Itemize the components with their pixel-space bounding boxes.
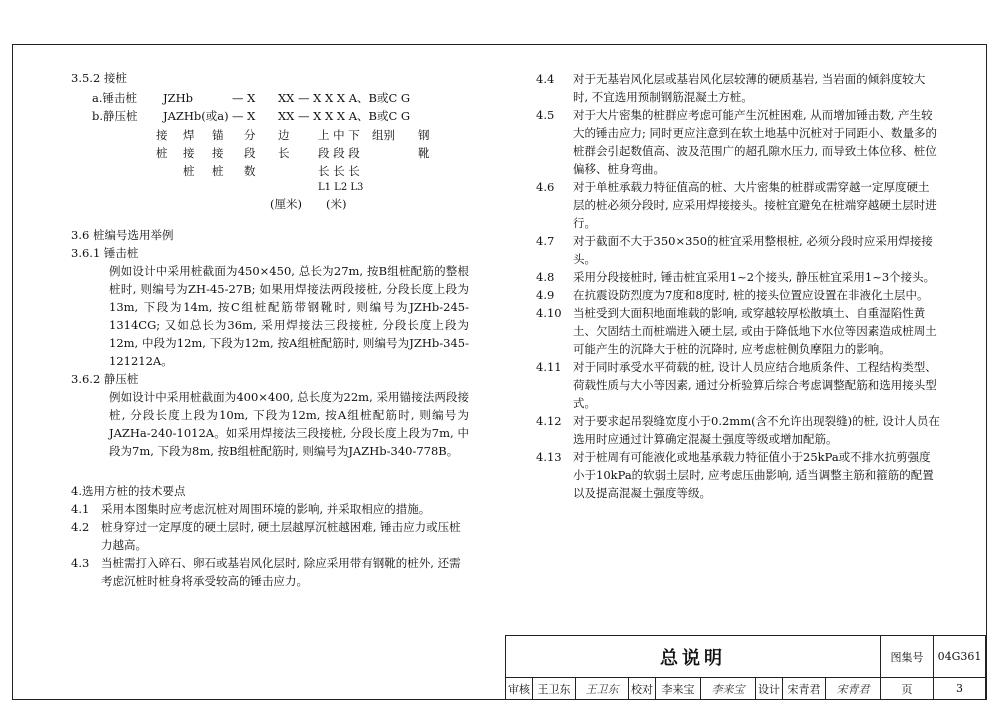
- item-number: 4.6: [536, 180, 555, 194]
- item-number: 4.1: [71, 502, 90, 516]
- section-3-6-2-text: 例如设计中采用桩截面为400×400, 总长度为22m, 采用锚接法两段接桩, 分段长度上段为10m, 下段为12m, 按A组桩配筋时, 则编号为JAZHa-240-1012A。如采用焊接法三段接桩, 分段长度上段为7m, 中段为7m, 下段为8m, 按B组桩配筋时, 则编号为JAZHb-340-778B。: [109, 390, 469, 458]
- atlas-label: 图集号: [881, 636, 934, 678]
- legend-1-4: 边: [278, 128, 290, 142]
- list-item: [71, 518, 469, 554]
- section-3-5-2-title: 3.5.2 接桩: [71, 71, 127, 85]
- drawing-title: 总说明: [506, 636, 881, 678]
- list-item: [71, 500, 469, 518]
- review-name: 王卫东: [533, 678, 576, 700]
- legend-3-3: 长 长 长: [318, 164, 360, 178]
- list-item: [536, 358, 940, 412]
- design-label: 设计: [756, 678, 783, 700]
- legend-1-6: 组别: [372, 128, 395, 142]
- legend-2-6: 靴: [418, 146, 430, 160]
- legend-3-0: 桩: [183, 164, 195, 178]
- legend-2-3: 段: [244, 146, 256, 160]
- item-text: 对于截面不大于350×350的桩宜采用整根桩, 必须分段时应采用焊接接头。: [573, 234, 933, 266]
- legend-1-5: 上 中 下: [318, 128, 360, 142]
- design-name: 宋青君: [783, 678, 826, 700]
- check-label: 校对: [629, 678, 656, 700]
- list-item: [536, 412, 940, 448]
- review-signature: 王卫东: [576, 678, 629, 700]
- legend-2-4: 长: [278, 146, 290, 160]
- section-3-6-1-title: 3.6.1 锤击桩: [71, 246, 139, 260]
- item-number: 4.13: [536, 450, 562, 464]
- design-signature: 宋青君: [826, 678, 881, 700]
- row-a-rest: XX — X X X A、B或C G: [278, 91, 411, 105]
- item-text: 当桩需打入碎石、卵石或基岩风化层时, 除应采用带有钢靴的桩外, 还需考虑沉桩时桩身将承受较高的锤击应力。: [101, 556, 461, 588]
- list-item: [536, 268, 940, 286]
- legend-1-0: 接: [156, 128, 168, 142]
- item-text: 采用分段接桩时, 锤击桩宜采用1~2个接头, 静压桩宜采用1~3个接头。: [573, 270, 936, 284]
- item-text: 采用本图集时应考虑沉桩对周围环境的影响, 并采取相应的措施。: [101, 502, 431, 516]
- row-b-code: JAZHb(或a): [163, 109, 229, 123]
- page-number: 3: [934, 678, 986, 700]
- item-text: 对于要求起吊裂缝宽度小于0.2mm(含不允许出现裂缝)的桩, 设计人员在选用时应通过计算确定混凝土强度等级或增加配筋。: [573, 414, 940, 446]
- row-b-label: b.静压桩: [92, 109, 138, 123]
- item-number: 4.10: [536, 306, 562, 320]
- row-a-label: a.锤击桩: [92, 91, 138, 105]
- legend-4: L1 L2 L3: [318, 182, 364, 193]
- legend-3-1: 桩: [212, 164, 224, 178]
- item-number: 4.2: [71, 520, 90, 534]
- item-number: 4.3: [71, 556, 90, 570]
- legend-1-7: 钢: [418, 128, 430, 142]
- item-text: 当桩受到大面积地面堆载的影响, 或穿越较厚松散填土、自重湿陷性黄土、欠固结土而桩端进入硬土层, 或由于降低地下水位等因素造成桩周土可能产生的沉降大于桩的沉降时, 应考虑桩侧负摩阻力的影响。: [573, 306, 937, 356]
- section-3-6-2-title: 3.6.2 静压桩: [71, 372, 139, 386]
- legend-2-5: 段 段 段: [318, 146, 360, 160]
- item-text: 桩身穿过一定厚度的硬土层时, 硬土层越厚沉桩越困难, 锤击应力或压桩力越高。: [101, 520, 461, 552]
- item-text: 对于无基岩风化层或基岩风化层较薄的硬质基岩, 当岩面的倾斜度较大时, 不宜选用预制钢筋混凝土方桩。: [573, 72, 926, 104]
- section-3-6-1-text: 例如设计中采用桩截面为450×450, 总长为27m, 按B组桩配筋的整根桩时, 则编号为ZH-45-27B; 如果用焊接法两段接桩, 分段长度上段为13m, 下段为14m, 按C组桩配筋带钢靴时, 则编号为JZHb-245-1314CG; 又如总长为36m, 采用焊接法三段接桩, 分段长度上段为12m, 中段为12m, 下段为12m, 按A组桩配筋时, 则编号为JZHb-345-121212A。: [109, 264, 469, 368]
- legend-1-3: 分: [244, 128, 256, 142]
- left-column: [71, 226, 469, 590]
- check-name: 李来宝: [656, 678, 701, 700]
- section-3-6-title: 3.6 桩编号选用举例: [71, 228, 174, 242]
- legend-1-1: 焊: [183, 128, 195, 142]
- legend-3-2: 数: [244, 164, 256, 178]
- check-signature: 李来宝: [701, 678, 756, 700]
- unit-cm: (厘米): [270, 197, 302, 211]
- list-item: [536, 304, 940, 358]
- item-number: 4.12: [536, 414, 562, 428]
- row-b-rest: XX — X X X A、B或C G: [278, 109, 411, 123]
- item-text: 对于单桩承载力特征值高的桩、大片密集的桩群或需穿越一定厚度硬土层的桩必须分段时, 应采用焊接接头。接桩宜避免在桩端穿越硬土层时进行。: [573, 180, 937, 230]
- item-text: 对于同时承受水平荷载的桩, 设计人员应结合地质条件、工程结构类型、荷载性质与大小等因素, 通过分析验算后综合考虑调整配筋和选用接头型式。: [573, 360, 937, 410]
- list-item: [536, 106, 940, 178]
- item-number: 4.8: [536, 270, 555, 284]
- legend-2-0: 桩: [156, 146, 168, 160]
- item-text: 对于大片密集的桩群应考虑可能产生沉桩困难, 从而增加锤击数, 产生较大的锤击应力; 同时更应注意到在软土地基中沉桩对于同距小、数量多的桩群会引起数值高、波及范围广的超孔隙水压力, 而导致土体位移、桩位偏移、桩身弯曲。: [573, 108, 938, 176]
- review-label: 审核: [506, 678, 533, 700]
- list-item: [536, 232, 940, 268]
- atlas-number: 04G361: [934, 636, 986, 678]
- section-4-title: 4.选用方桩的技术要点: [71, 484, 186, 498]
- legend-1-2: 锚: [212, 128, 224, 142]
- row-a-dash: — X: [232, 91, 256, 105]
- title-block: [505, 635, 986, 700]
- item-number: 4.4: [536, 72, 555, 86]
- item-number: 4.7: [536, 234, 555, 248]
- item-text: 在抗震设防烈度为7度和8度时, 桩的接头位置应设置在非液化土层中。: [573, 288, 929, 302]
- page-label: 页: [881, 678, 934, 700]
- list-item: [71, 554, 469, 590]
- list-item: [536, 178, 940, 232]
- list-item: [536, 286, 940, 304]
- legend-2-1: 接: [183, 146, 195, 160]
- row-b-dash: — X: [232, 109, 256, 123]
- right-column: [536, 70, 940, 502]
- list-item: [536, 448, 940, 502]
- item-number: 4.11: [536, 360, 562, 374]
- item-text: 对于桩周有可能液化或地基承载力特征值小于25kPa或不排水抗剪强度小于10kPa的软弱土层时, 应考虑压曲影响, 适当调整主筋和箍筋的配置以及提高混凝土强度等级。: [573, 450, 934, 500]
- item-number: 4.5: [536, 108, 555, 122]
- list-item: [536, 70, 940, 106]
- unit-m: (米): [326, 197, 347, 211]
- row-a-code: JZHb: [163, 91, 193, 105]
- item-number: 4.9: [536, 288, 555, 302]
- legend-2-2: 接: [212, 146, 224, 160]
